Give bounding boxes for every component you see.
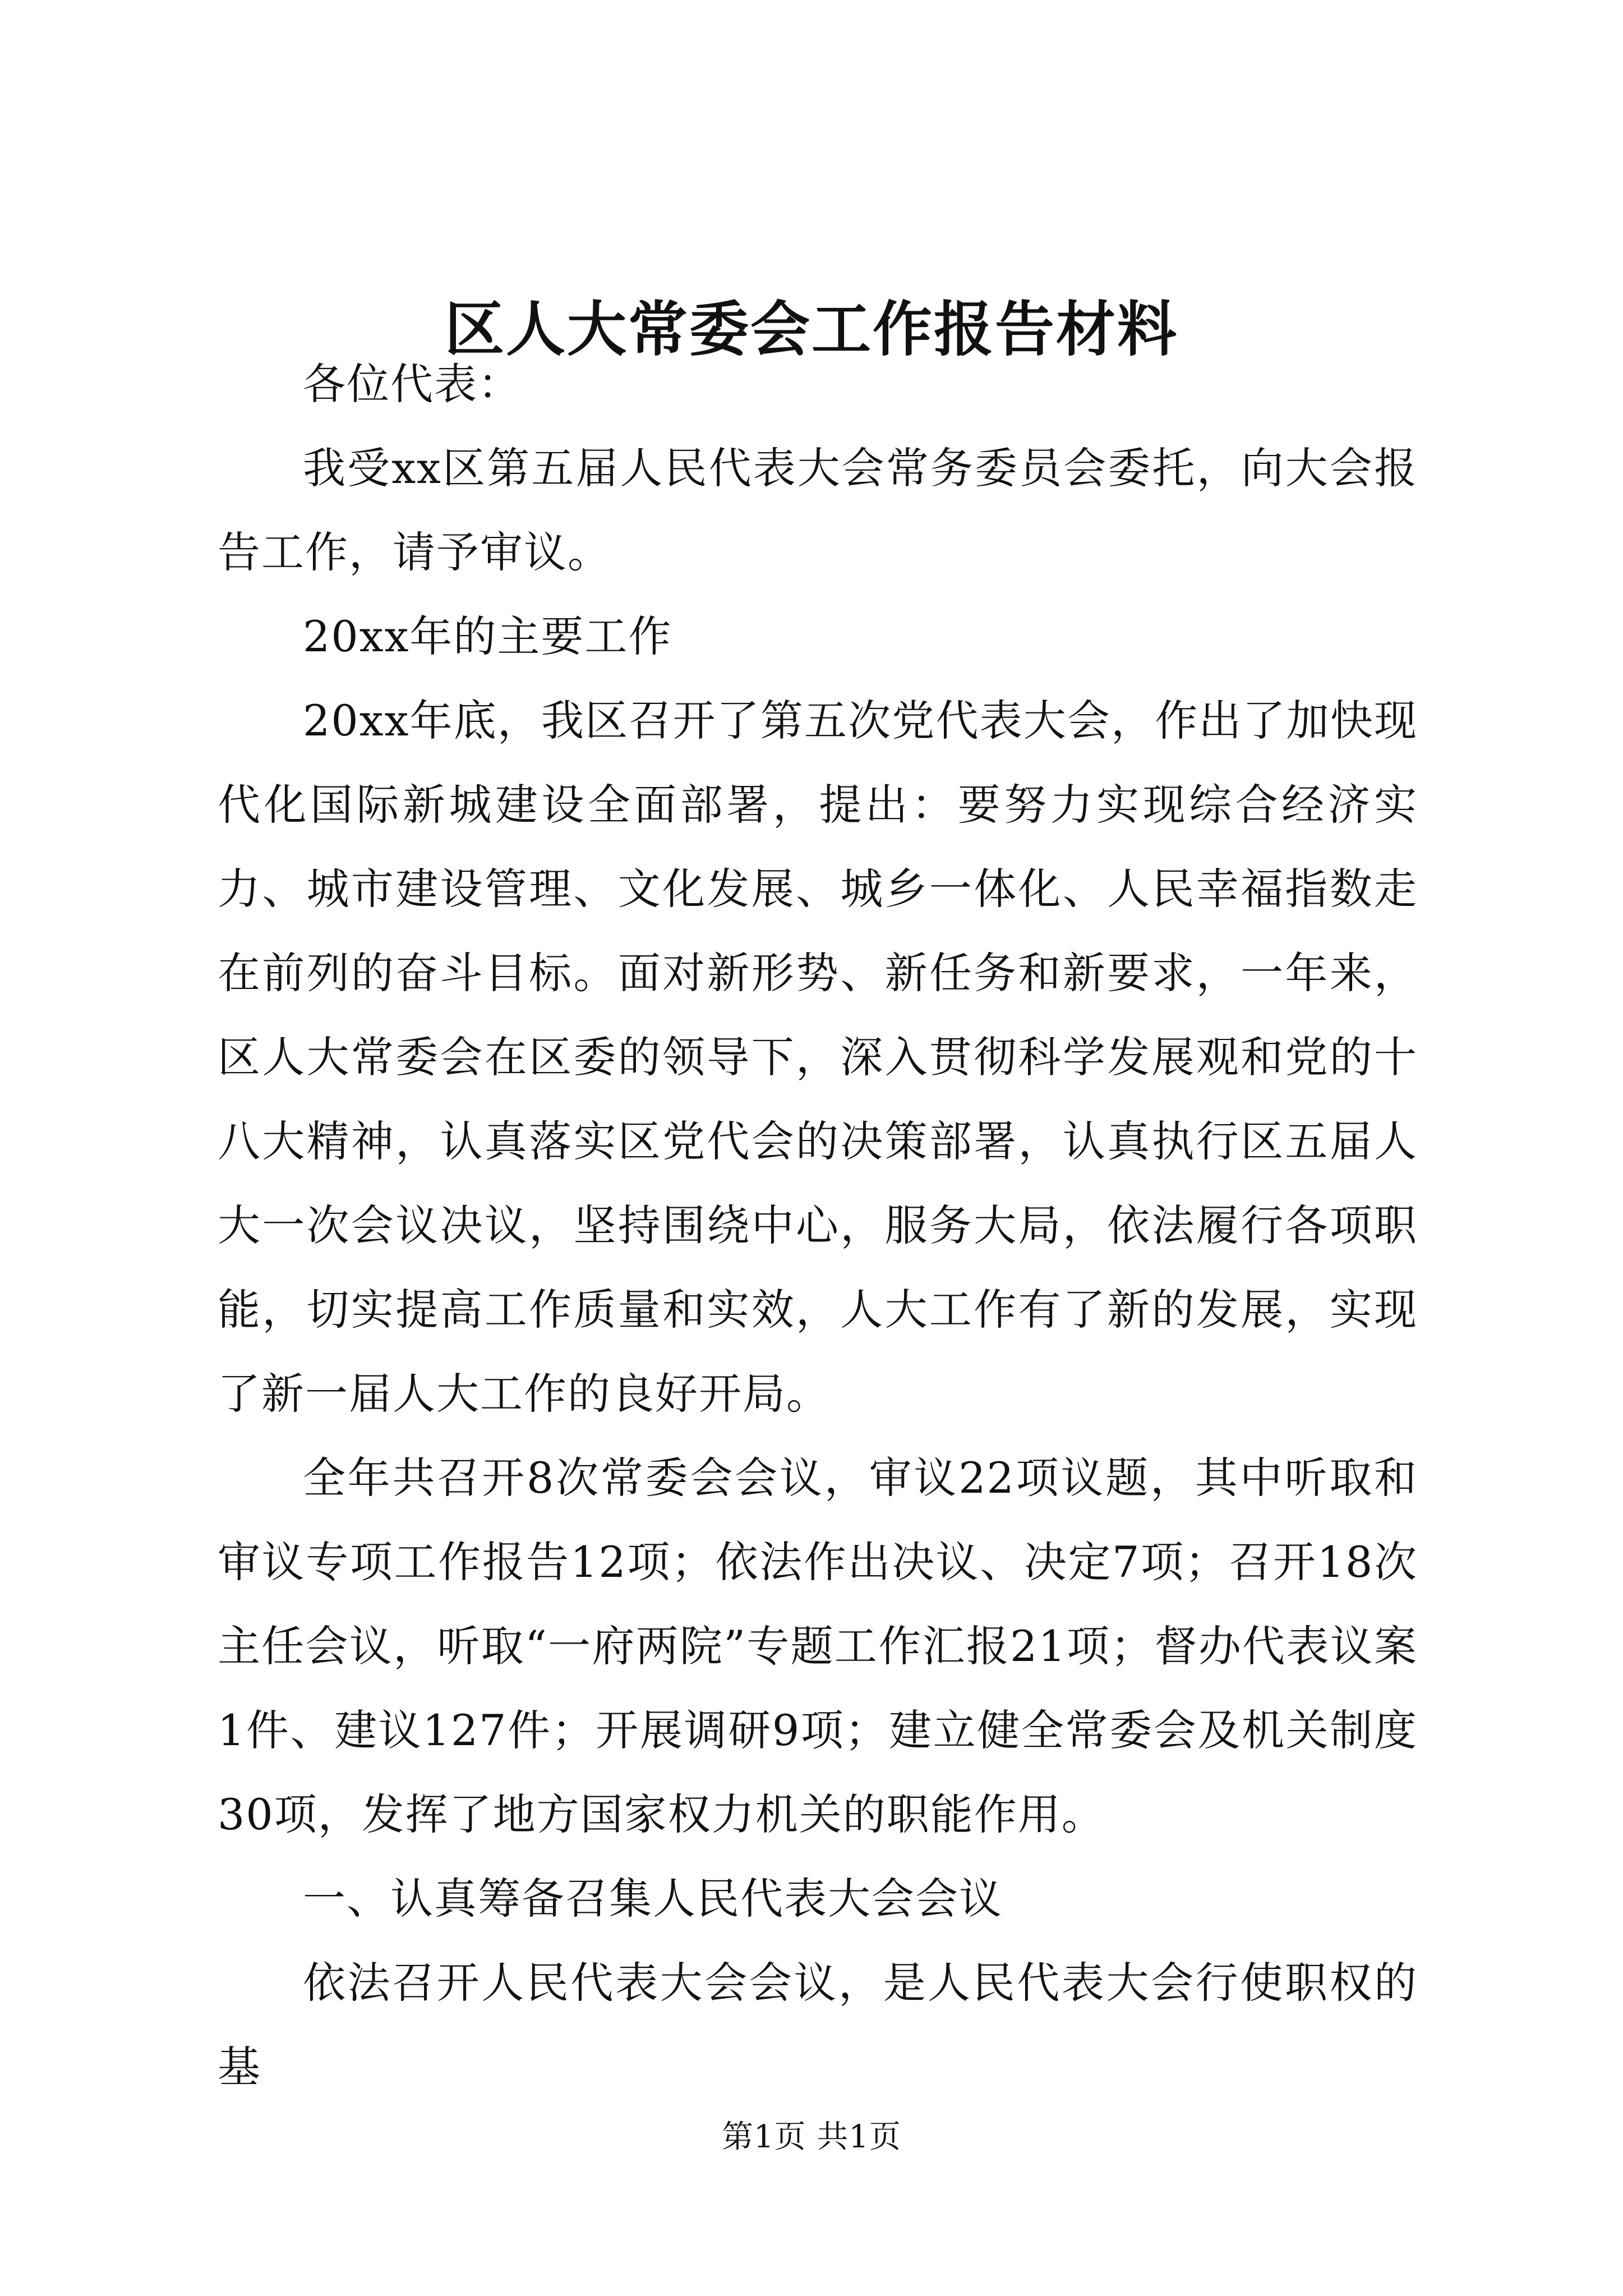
document-title: 区人大常委会工作报告材料 — [445, 294, 1178, 364]
heading-main-work: 20xx年的主要工作 — [303, 611, 672, 661]
paragraph-salutation: 各位代表： — [303, 359, 522, 409]
heading-section-one: 一、认真筹备召集人民代表大会会议 — [303, 1874, 1003, 1924]
paragraph-statistics: 全年共召开8次常委会会议，审议22项议题，其中听取和审议专项工作报告12项；依法作出决议、决定7项；召开18次主任会议，听取“一府两院”专题工作汇报21项；督办代表议案1件、建议127件；开展调研9项；建立健全常委会及机关制度30项，发挥了地方国家权力机关的职能作用。 — [218, 1453, 1418, 1839]
paragraph-overview: 20xx年底，我区召开了第五次党代表大会，作出了加快现代化国际新城建设全面部署，提出：要努力实现综合经济实力、城市建设管理、文化发展、城乡一体化、人民幸福指数走在前列的奋斗目标。面对新形势、新任务和新要求，一年来，区人大常委会在区委的领导下，深入贯彻科学发展观和党的十八大精神，认真落实区党代会的决策部署，认真执行区五届人大一次会议决议，坚持围绕中心，服务大局，依法履行各项职能，切实提高工作质量和实效，人大工作有了新的发展，实现了新一届人大工作的良好开局。 — [218, 696, 1418, 1419]
paragraph-intro: 我受xx区第五届人民代表大会常务委员会委托，向大会报告工作，请予审议。 — [218, 443, 1418, 577]
paragraph-section-one: 依法召开人民代表大会会议，是人民代表大会行使职权的基 — [218, 1958, 1418, 2092]
document-body — [218, 342, 1418, 2109]
page-footer: 第1页 共1页 — [721, 2119, 902, 2155]
